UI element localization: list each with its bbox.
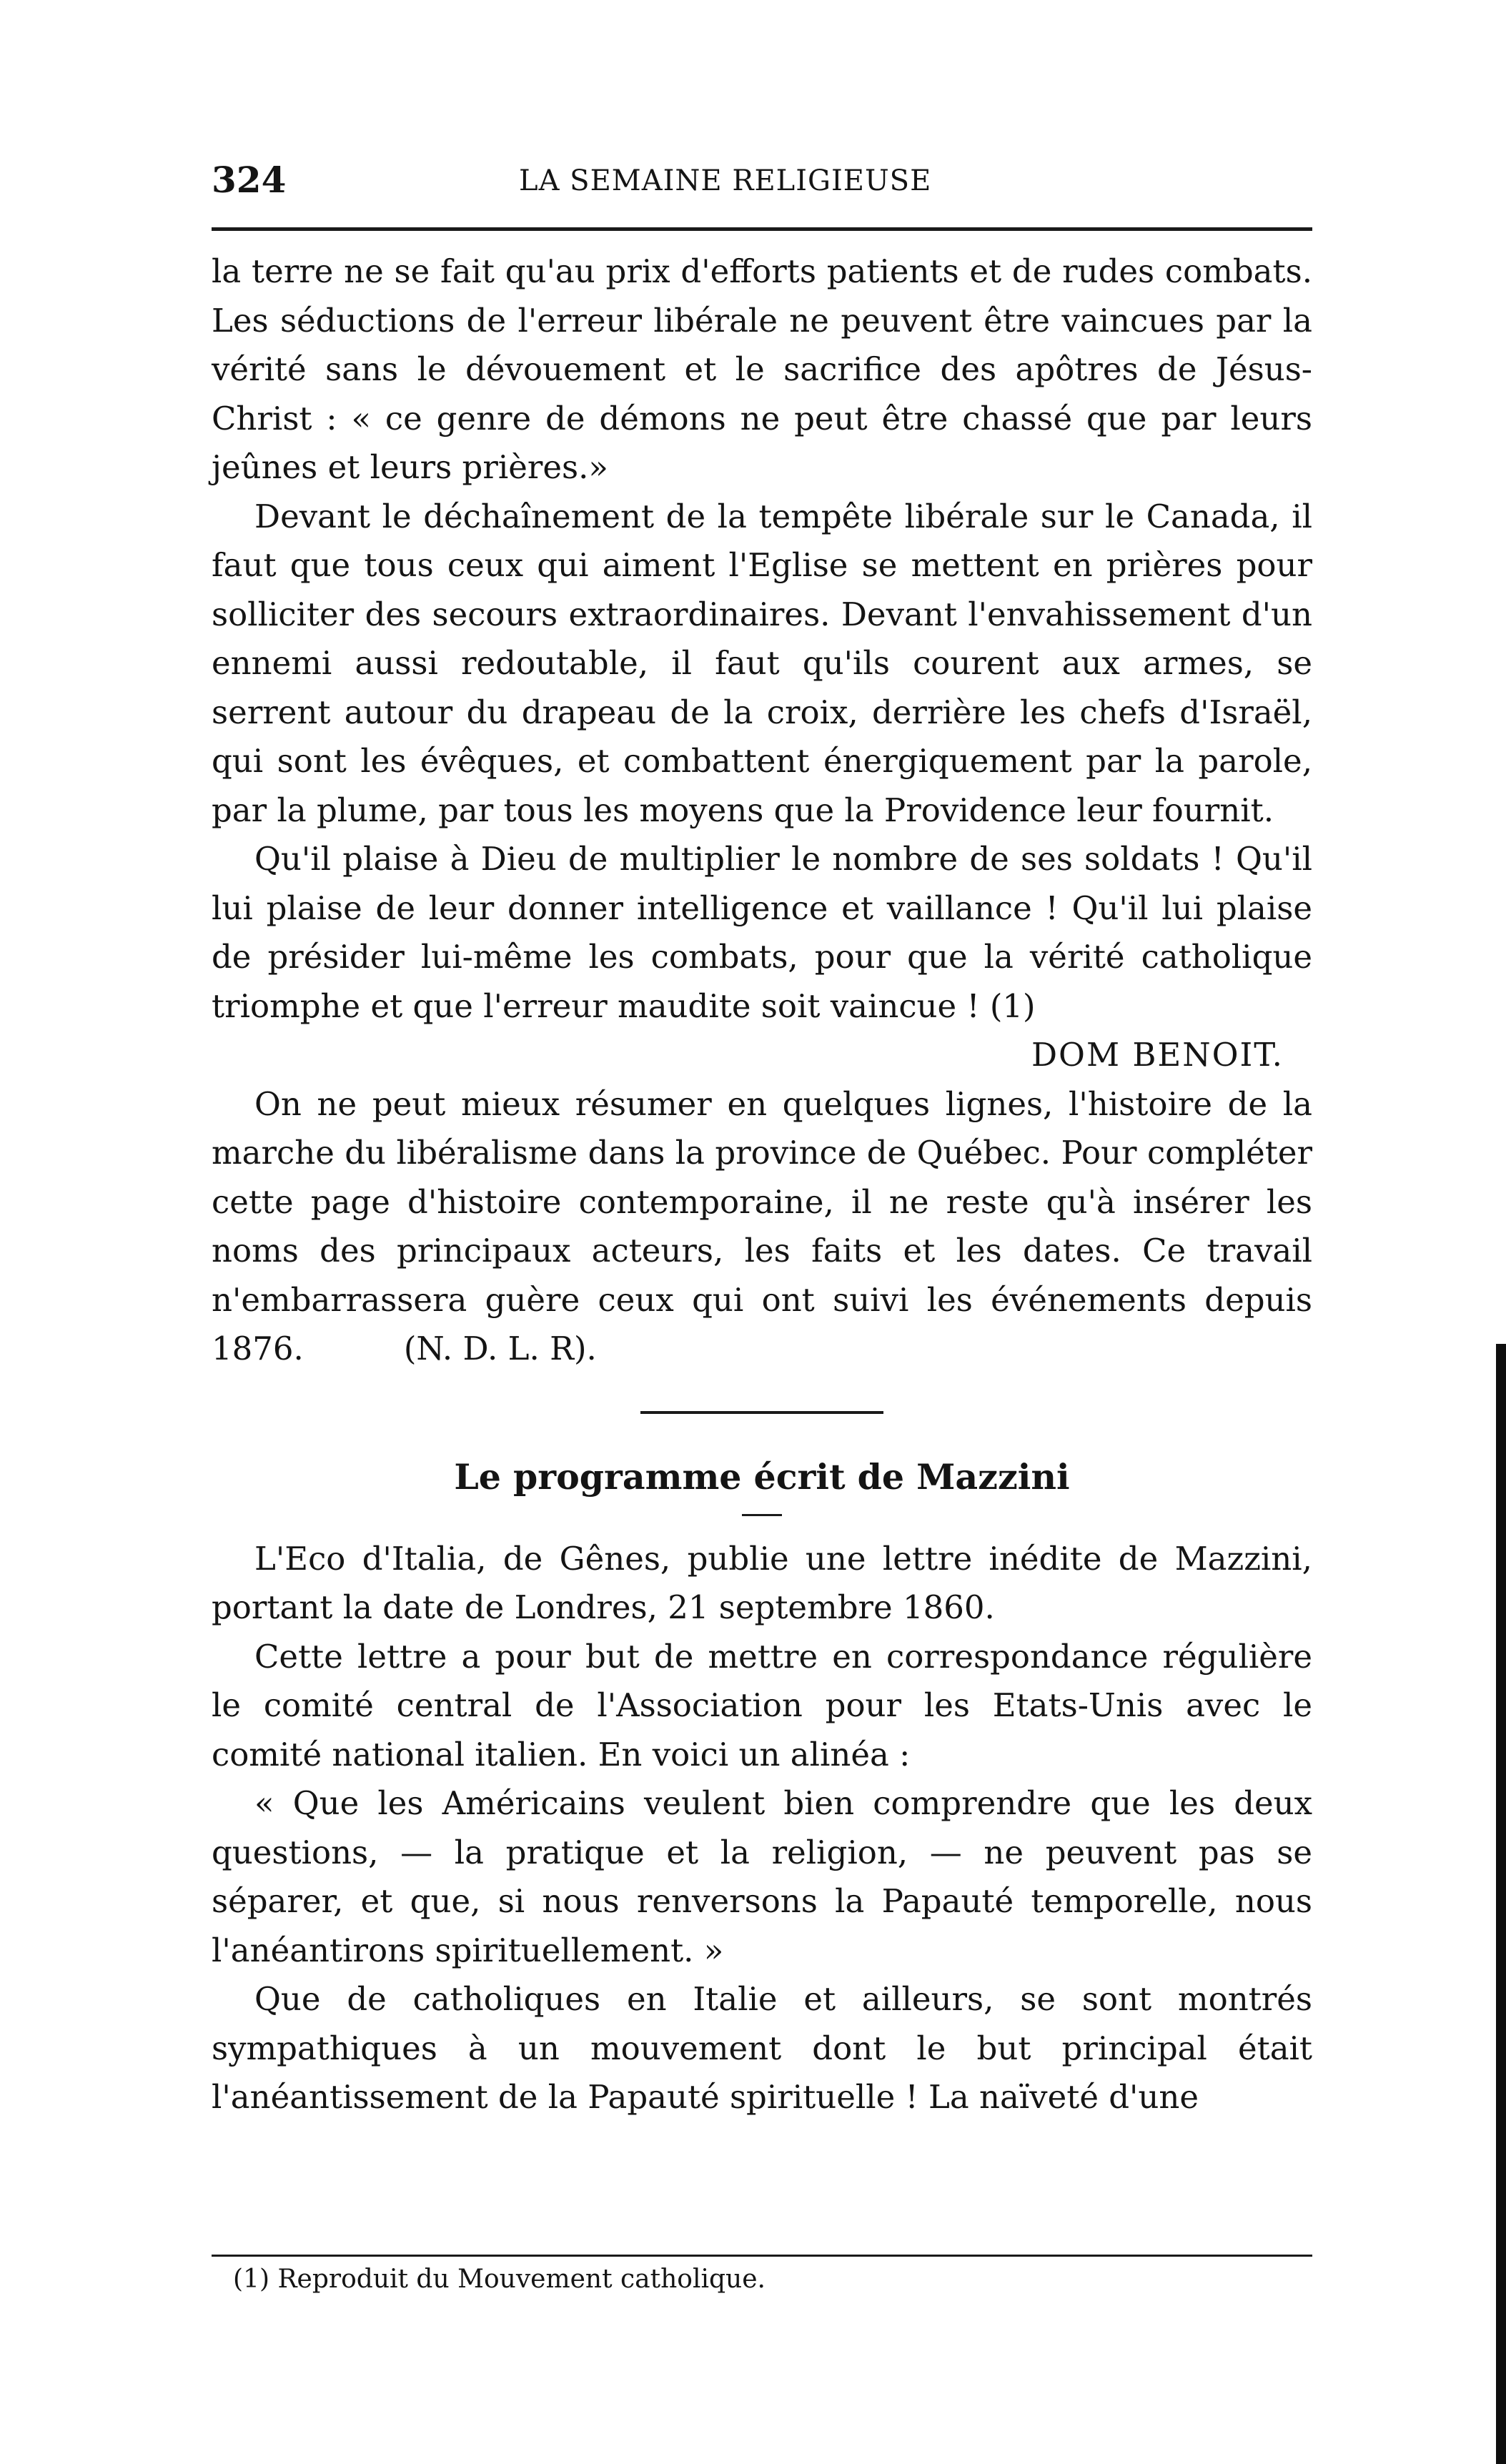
editor-note-text: On ne peut mieux résumer en quelques lignes, l'histoire de la marche du libéralisme dans la province de Québec. Pour compléter cette page d'histoire contemporaine, il ne reste qu'à insérer les noms des principaux acteurs, les faits et les dates. Ce travail n'embarrassera guère ceux qui ont suivi les événements depuis 1876. (212, 1084, 1312, 1367)
page-number: 324 (212, 159, 287, 201)
author-signature: DOM BENOIT. (1031, 1036, 1284, 1074)
page-body (212, 247, 1312, 2122)
paragraph-2: Devant le déchaînement de la tempête libérale sur le Canada, il faut que tous ceux qui aiment l'Eglise se mettent en prières pour solliciter des secours extraordinaires. Devant l'envahissement d'un ennemi aussi redoutable, il faut qu'ils courent aux armes, se serrent autour du drapeau de la croix, derrière les chefs d'Israël, qui sont les évêques, et combattent énergiquement par la parole, par la plume, par tous les moyens que la Providence leur fournit. (212, 497, 1312, 829)
running-head: LA SEMAINE RELIGIEUSE (519, 164, 932, 197)
footnote-rule (212, 2255, 1312, 2257)
binding-edge (1496, 1344, 1506, 2464)
article-paragraph-4: Que de catholiques en Italie et ailleurs, se sont montrés sympathiques à un mouvement dont le but principal était l'anéantissement de la Papauté spirituelle ! La naïveté d'une (212, 1980, 1312, 2116)
article-paragraph-2: Cette lettre a pour but de mettre en correspondance régulière le comité central de l'Association pour les Etats-Unis avec le comité national italien. En voici un alinéa : (212, 1637, 1312, 1773)
paragraph-3: Qu'il plaise à Dieu de multiplier le nombre de ses soldats ! Qu'il lui plaise de leur donner intelligence et vaillance ! Qu'il lui plaise de présider lui-même les combats, pour que la vérité catholique triomphe et que l'erreur maudite soit vaincue ! (1) (212, 840, 1312, 1025)
article-title: Le programme écrit de Mazzini (454, 1455, 1070, 1498)
title-dash (742, 1514, 782, 1516)
footnote: (1) Reproduit du Mouvement catholique. (233, 2265, 766, 2294)
article-quote: « Que les Américains veulent bien comprendre que les deux questions, — la pratique et la religion, — ne peuvent pas se séparer, et que, si nous renversons la Papauté temporelle, nous l'anéantirons spirituellement. » (212, 1784, 1312, 1969)
paragraph-1: la terre ne se fait qu'au prix d'efforts patients et de rudes combats. Les séductions de l'erreur libérale ne peuvent être vaincues par la vérité sans le dévouement et le sacrifice des apôtres de Jésus-Christ : « ce genre de démons ne peut être chassé que par leurs jeûnes et leurs prières.» (212, 252, 1312, 486)
page-header (212, 159, 1312, 209)
editor-note (212, 1080, 1312, 1374)
section-separator (640, 1411, 883, 1414)
article-paragraph-1: L'Eco d'Italia, de Gênes, publie une lettre inédite de Mazzini, portant la date de Londres, 21 septembre 1860. (212, 1539, 1312, 1626)
header-rule (212, 227, 1312, 231)
editor-signature: (N. D. L. R). (403, 1330, 597, 1367)
